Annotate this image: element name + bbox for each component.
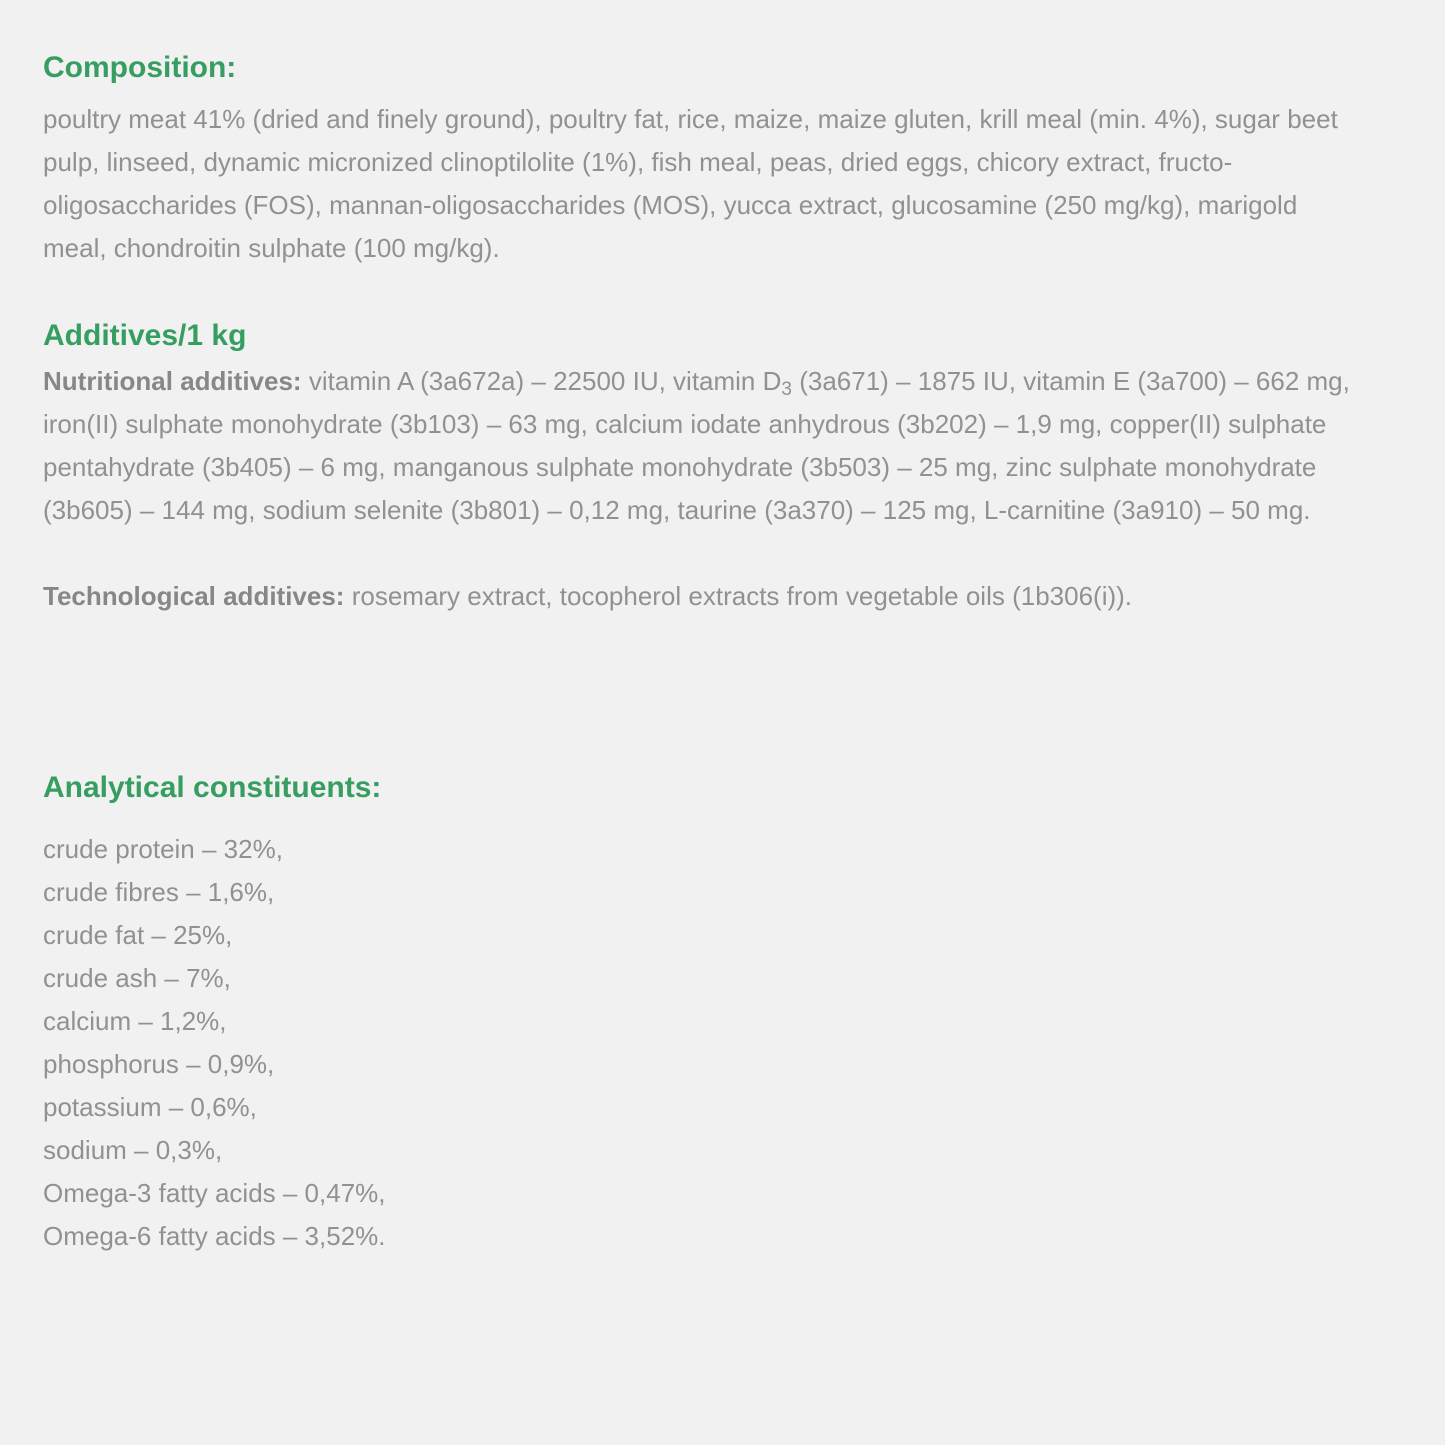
analytical-item-sodium: sodium – 0,3%, [43,1135,223,1165]
nutritional-additives-text-after-subscript: (3a671) – 1875 IU, vitamin E (3a700) – 662 mg, iron(II) sulphate monohydrate (3b103) – 63 mg, calcium iodate anhydrous (3b202) – 1,9 mg, copper(II) sulphate pentahydrate (3b405) – 6 mg, manganous sulphate monohydrate (3b503) – 25 mg, zinc sulphate monohydrate (3b605) – 144 mg, sodium selenite (3b801) – 0,12 mg, taurine (3a370) – 125 mg, L-carnitine (3a910) – 50 mg. [43,366,1350,525]
additives-heading: Additives/1 kg [43,319,247,352]
analytical-item-omega-3: Omega-3 fatty acids – 0,47%, [43,1178,386,1208]
composition-text: poultry meat 41% (dried and finely ground), poultry fat, rice, maize, maize gluten, krill meal (min. 4%), sugar beet pulp, linseed, dynamic micronized clinoptilolite (1%), fish meal, peas, dried eggs, chicory extract, fructo-oligosaccharides (FOS), mannan-oligosaccharides (MOS), yucca extract, glucosamine (250 mg/kg), marigold meal, chondroitin sulphate (100 mg/kg). [43,104,1338,263]
analytical-item-potassium: potassium – 0,6%, [43,1092,257,1122]
nutritional-additives-label: Nutritional additives: [43,366,302,396]
section-additives [43,318,1361,618]
analytical-item-phosphorus: phosphorus – 0,9%, [43,1049,275,1079]
nutritional-additives-text-before-subscript: vitamin A (3a672a) – 22500 IU, vitamin D [308,366,782,396]
technological-additives-paragraph [43,575,1361,618]
analytical-constituents-list [43,828,1361,1258]
analytical-item-calcium: calcium – 1,2%, [43,1006,227,1036]
analytical-item-omega-6: Omega-6 fatty acids – 3,52%. [43,1221,386,1251]
vitamin-d3-subscript: 3 [781,379,792,400]
composition-heading: Composition: [43,51,237,84]
nutritional-additives-paragraph [43,360,1361,532]
analytical-item-crude-ash: crude ash – 7%, [43,963,231,993]
technological-additives-label: Technological additives: [43,581,345,611]
analytical-item-crude-protein: crude protein – 32%, [43,834,283,864]
analytical-constituents-heading: Analytical constituents: [43,771,382,804]
section-composition [43,50,1361,270]
analytical-item-crude-fat: crude fat – 25%, [43,920,233,950]
section-analytical [43,770,1361,1258]
analytical-item-crude-fibres: crude fibres – 1,6%, [43,877,275,907]
technological-additives-text: rosemary extract, tocopherol extracts from vegetable oils (1b306(i)). [351,581,1133,611]
